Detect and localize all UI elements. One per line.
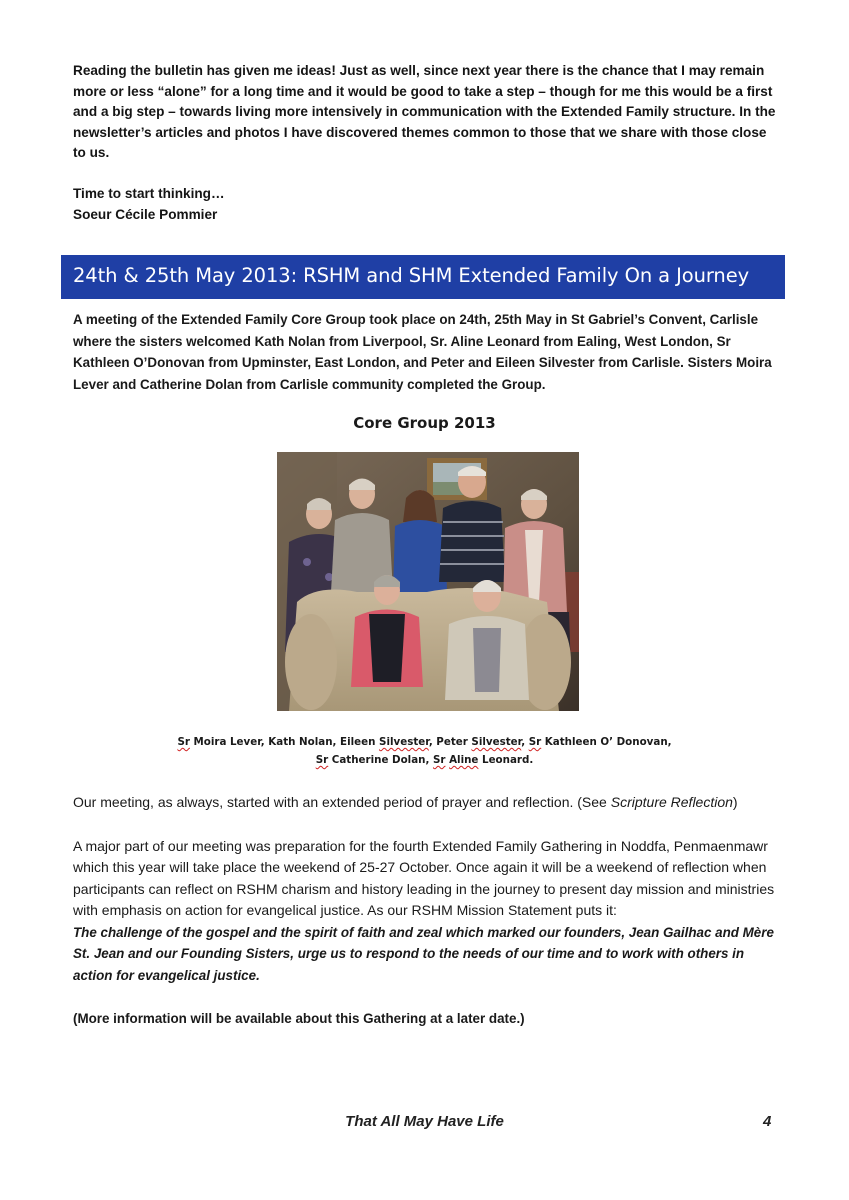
photo-caption-line-2	[0, 751, 849, 769]
footer-title: That All May Have Life	[345, 1113, 504, 1130]
group-photo	[277, 452, 579, 711]
caption-word: Sr	[177, 736, 190, 748]
article-body	[73, 792, 785, 1030]
intro-closing: Time to start thinking…	[73, 185, 225, 201]
intro-signature: Soeur Cécile Pommier	[73, 206, 218, 222]
photo-caption	[0, 733, 849, 769]
caption-text: , Peter	[428, 736, 472, 748]
caption-text: Kathleen O’ Donovan,	[541, 736, 672, 748]
section-lead-paragraph: A meeting of the Extended Family Core Group took place on 24th, 25th May in St Gabriel’s Convent, Carlisle where the sisters welcomed Kath Nolan from Liverpool, Sr. Aline Leonard from Ealing, West London, Sr Kathleen O’Donovan from Upminster, East London, and Peter and Eileen Silvester from Carlisle. Sisters Moira Lever and Catherine Dolan from Carlisle community completed the Group.	[73, 312, 772, 392]
prayer-text-end: )	[732, 794, 738, 810]
caption-word: Sr	[432, 754, 446, 766]
caption-text: Leonard.	[478, 754, 534, 766]
intro-paragraph: Reading the bulletin has given me ideas! Just as well, since next year there is the chance that I may remain more or less “alone” for a long time and it would be good to take a step – though for me this would be a first and a big step – towards living more intensively in communication with the Extended Family structure. In the newsletter’s articles and photos I have discovered themes common to those that we share with those close to us.	[73, 63, 776, 161]
more-info-note: (More information will be available about this Gathering at a later date.)	[73, 1011, 525, 1026]
caption-text: Catherine Dolan,	[328, 754, 433, 766]
caption-text: ,	[521, 736, 529, 748]
caption-word: Sr	[528, 736, 542, 748]
article-paragraph-prayer	[73, 792, 785, 814]
caption-word: Aline	[449, 754, 479, 766]
group-photo-image	[277, 452, 579, 711]
caption-word: Silvester	[379, 736, 429, 748]
caption-word: Silvester	[471, 736, 522, 748]
photo-title: Core Group 2013	[353, 414, 496, 432]
intro-letter	[73, 61, 783, 225]
section-heading-banner: 24th & 25th May 2013: RSHM and SHM Extended Family On a Journey	[61, 255, 785, 299]
article-paragraph-gathering: A major part of our meeting was preparation for the fourth Extended Family Gathering in Noddfa, Penmaenmawr which this year will take place the weekend of 25-27 October. Once again it will be a weekend of reflection when participants can reflect on RSHM charism and history leading in the journey to present day mission and ministries with emphasis on action for evangelical justice. As our RSHM Mission Statement puts it:	[73, 837, 775, 918]
page-number: 4	[763, 1113, 772, 1130]
caption-text: Moira Lever, Kath Nolan, Eileen	[189, 736, 380, 748]
prayer-text: Our meeting, as always, started with an extended period of prayer and reflection. (See	[73, 794, 611, 810]
scripture-reflection-reference: Scripture Reflection	[610, 794, 733, 810]
photo-caption-line-1	[0, 733, 849, 751]
caption-word: Sr	[315, 754, 329, 766]
mission-statement: The challenge of the gospel and the spirit of faith and zeal which marked our founders, Jean Gailhac and Mère St. Jean and our Founding Sisters, urge us to respond to the needs of our time and to work with others in action for evangelical justice.	[73, 924, 774, 983]
